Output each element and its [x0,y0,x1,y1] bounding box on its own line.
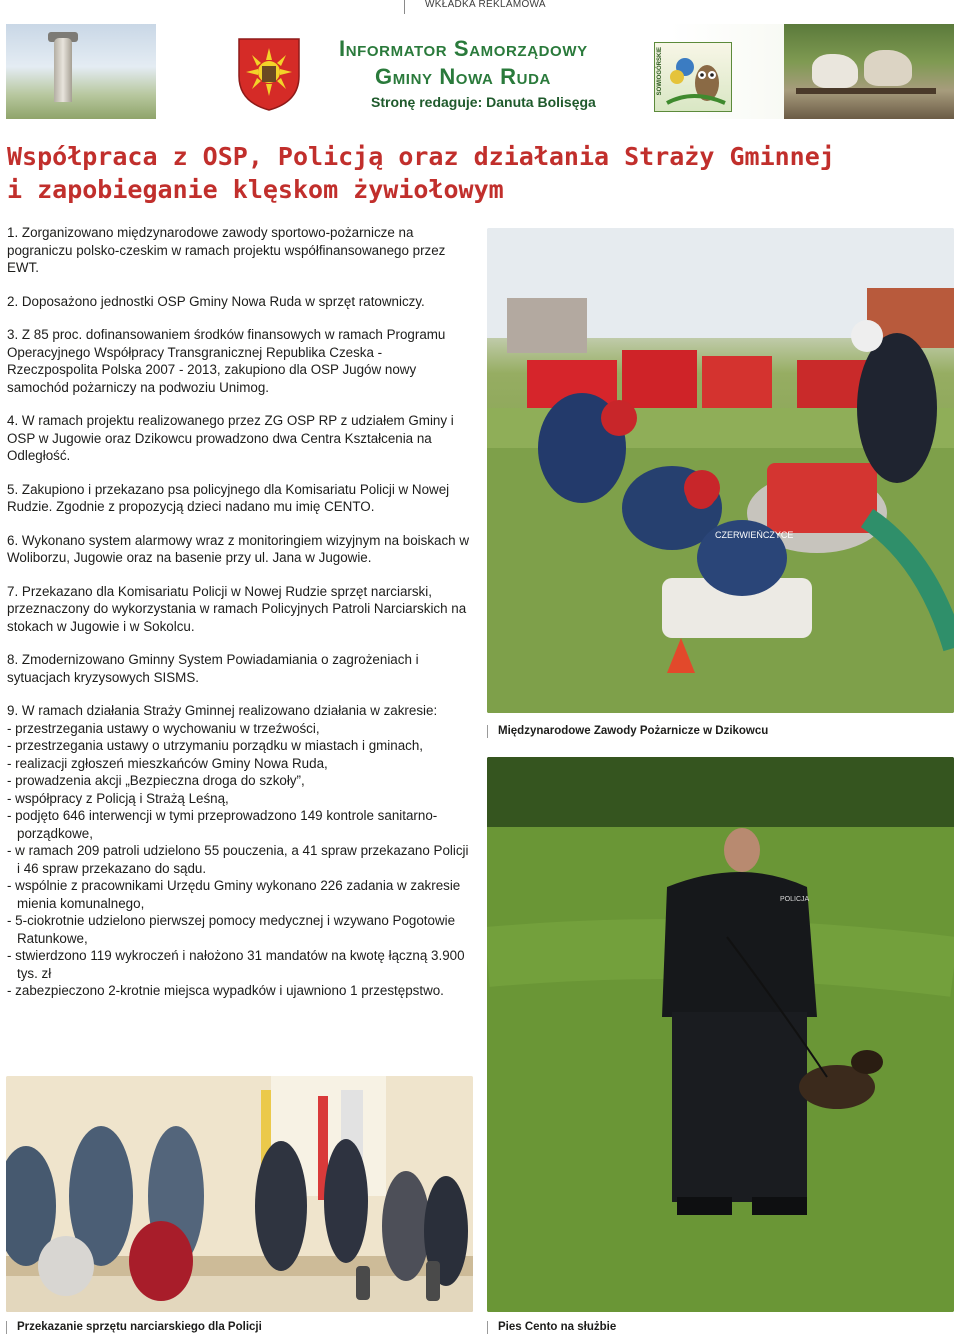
list-item: - przestrzegania ustawy o utrzymaniu porządku w miastach i gminach, [7,738,424,753]
logo-text: SOWIOGÓRSKIE [657,47,663,96]
horse-carriage-photo [784,24,954,119]
banner-subtitle: Stronę redaguje: Danuta Bolisęga [371,94,596,110]
list-item: - podjęto 646 interwencji w tymi przeprowadzono 149 kontrole sanitarno-porządkowe, [7,808,438,841]
article-item-2: 2. Doposażono jednostki OSP Gminy Nowa Ruda w sprzęt ratowniczy. [7,293,425,309]
list-item: - stwierdzono 119 wykroczeń i nałożono 31 mandatów na kwotę łączną 3.900 tys. zł [7,948,465,981]
item-9-intro: 9. W ramach działania Straży Gminnej realizowano działania w zakresie: [7,703,438,718]
ski-equipment-handover-photo [6,1076,473,1312]
firefighting-competition-photo [487,228,954,713]
article-item-7: 7. Przekazano dla Komisariatu Policji w Nowej Rudzie sprzęt narciarski, przeznaczony do wykorzystania w ramach Policyjnych Patroli Narciarskich na stokach w Jugowie i w Sokolcu. [7,583,467,634]
article-item-4: 4. W ramach projektu realizowanego przez ZG OSP RP z udziałem Gminy i OSP w Jugowie oraz Dzikowcu prowadzono dwa Centra Kształcenia na Odległość. [7,413,454,463]
article-item-5: 5. Zakupiono i przekazano psa policyjnego dla Komisariatu Policji w Nowej Rudzie. Zgodnie z propozycją dzieci nadano mu imię CENTO. [7,481,450,514]
header-banner [6,24,954,119]
article-body [7,224,469,1000]
list-item: - zabezpieczono 2-krotnie miejsca wypadków i ujawniono 1 przestępstwo. [7,983,444,998]
list-item: - realizacji zgłoszeń mieszkańców Gminy Nowa Ruda, [7,755,328,771]
caption-firemen: Międzynarodowe Zawody Pożarnicze w Dzikowcu [487,725,768,738]
observation-tower-photo [6,24,156,119]
caption-meeting: Przekazanie sprzętu narciarskiego dla Policji [6,1321,262,1334]
list-item: - prowadzenia akcji „Bezpieczna droga do szkoły”, [7,773,305,788]
caption-dog: Pies Cento na służbie [487,1321,616,1334]
banner-title-line2: Gminy Nowa Ruda [375,64,551,89]
article-title: Współpraca z OSP, Policją oraz działania Straży Gminnej i zapobieganie klęskom żywiołowym [7,142,835,204]
police-dog-photo [487,757,954,1312]
sowiogorskie-logo [654,42,732,112]
vest-label: POLICJA [780,896,810,903]
article-item-8: 8. Zmodernizowano Gminny System Powiadamiania o zagrożeniach i sytuacjach kryzysowych SISMS. [7,652,419,685]
owl-icon [655,43,731,111]
article-item-9 [7,702,469,1000]
coat-of-arms-icon [236,36,302,112]
guard-activities-list [7,720,469,1000]
article-item-6: 6. Wykonano system alarmowy wraz z monitoringiem wizyjnym na boiskach w Woliborzu, Jugowie oraz na basenie przy ul. Jana w Jugowie. [7,532,470,565]
insert-tag: WKŁADKA REKLAMOWA [404,0,575,14]
article-item-3: 3. Z 85 proc. dofinansowaniem środków finansowych w ramach Programu Operacyjnego Współpracy Transgranicznej Republika Czeska - Rzeczpospolita Polska 2007 - 2013, zakupiono dla OSP Jugów nowy samochód pożarniczy na podwoziu Unimog. [7,327,446,395]
banner-title-line1: Informator Samorządowy [339,36,588,61]
list-item: - współpracy z Policją i Strażą Leśną, [7,790,229,806]
list-item: - 5-ciokrotnie udzielono pierwszej pomocy medycznej i wzywano Pogotowie Ratunkowe, [7,913,456,946]
truck-label: CZERWIEŃCZYCE [715,530,794,540]
list-item: - w ramach 209 patroli udzielono 55 pouczenia, a 41 spraw przekazano Policji i 46 spraw przekazano do sądu. [7,843,469,876]
article-item-1: 1. Zorganizowano międzynarodowe zawody sportowo-pożarnicze na pograniczu polsko-czeskim w ramach projektu współfinansowanego przez EWT. [7,225,446,275]
list-item: - przestrzegania ustawy o wychowaniu w trzeźwości, [7,720,320,736]
list-item: - wspólnie z pracownikami Urzędu Gminy wykonano 226 zadania w zakresie mienia komunalnego, [7,878,461,911]
